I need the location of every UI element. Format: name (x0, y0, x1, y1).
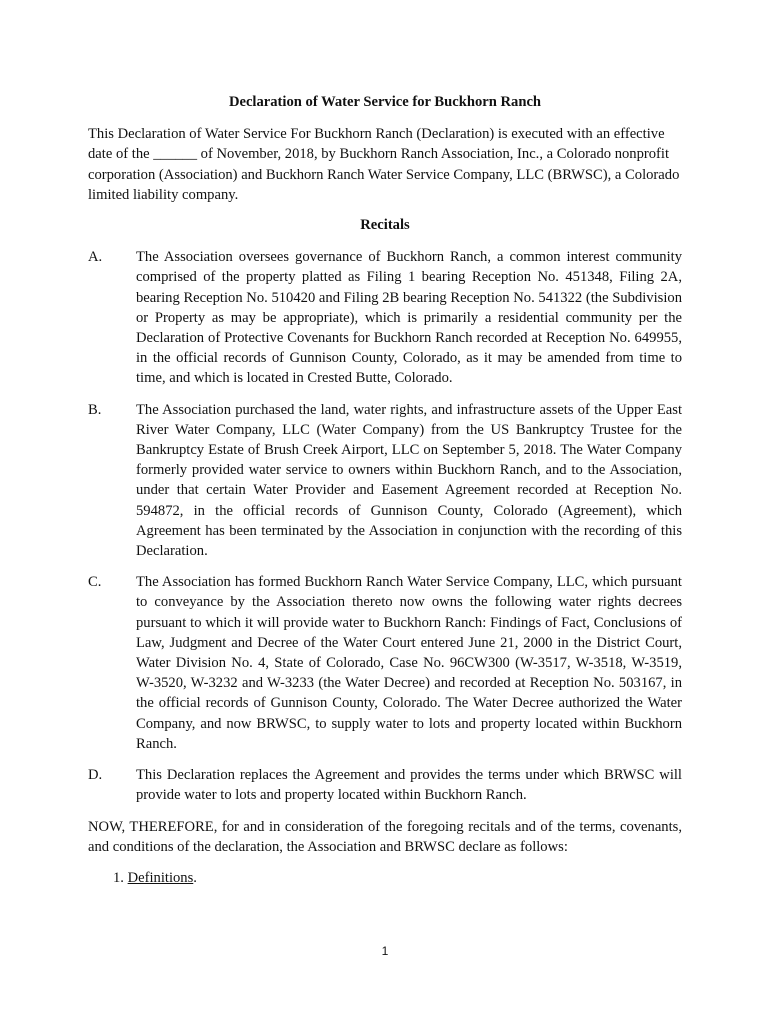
recital-label: C. (88, 574, 102, 591)
recitals-heading: Recitals (360, 217, 410, 234)
page-number: 1 (381, 944, 389, 958)
recital-label: D. (88, 767, 103, 784)
section-title-period: . (193, 869, 197, 886)
recital-label: A. (88, 249, 103, 266)
recital-label: B. (88, 401, 102, 418)
recital-text: The Association purchased the land, water rights, and infrastructure assets of the Upper East River Water Company, LLC (Water Company) from the US Bankruptcy Trustee for the Bankruptcy Estate of Brush Creek Airport, LLC on September 5, 2018. The Water Company formerly provided water service to owners within Buckhorn Ranch, and to the Association, under that certain Water Provider and Easement Agreement recorded at Reception No. 594872, in the official records of Gunnison County, Colorado (Agreement), which Agreement has been terminated by the Association in conjunction with the recording of this Declaration. (136, 401, 682, 560)
recital-text: The Association oversees governance of Buckhorn Ranch, a common interest community comprised of the property platted as Filing 1 bearing Reception No. 451348, Filing 2A, bearing Reception No. 510420 and Filing 2B bearing Reception No. 541322 (the Subdivision or Property as may be appropriate), which is primarily a residential community per the Declaration of Protective Covenants for Buckhorn Ranch recorded at Reception No. 649955, in the official records of Gunnison County, Colorado, as it may be amended from time to time, and which is located in Crested Butte, Colorado. (136, 249, 682, 387)
recital-c (88, 572, 682, 754)
now-therefore-paragraph: NOW, THEREFORE, for and in consideration of the foregoing recitals and of the terms, covenants, and conditions of the declaration, the Association and BRWSC declare as follows: (88, 818, 682, 855)
recital-text: This Declaration replaces the Agreement and provides the terms under which BRWSC will provide water to lots and property located within Buckhorn Ranch. (136, 767, 682, 804)
recital-text: The Association has formed Buckhorn Ranch Water Service Company, LLC, which pursuant to conveyance by the Association thereto now owns the following water rights decrees pursuant to which it will provide water to Buckhorn Ranch: Findings of Fact, Conclusions of Law, Judgment and Decree of the Water Court entered June 21, 2000 in the District Court, Water Division No. 4, State of Colorado, Case No. 96CW300 (W-3517, W-3518, W-3519, W-3520, W-3232 and W-3233 (the Water Decree) and recorded at Reception No. 503167, in the official records of Gunnison County, Colorado. The Water Decree authorized the Water Company, and now BRWSC, to supply water to lots and property located within Buckhorn Ranch. (136, 574, 682, 752)
recital-b (88, 400, 682, 562)
recital-a (88, 247, 682, 388)
section-title: Definitions (127, 869, 194, 886)
intro-paragraph: This Declaration of Water Service For Buckhorn Ranch (Declaration) is executed with an effective date of the ______ of November, 2018, by Buckhorn Ranch Association, Inc., a Colorado nonprofit corporation (Association) and Buckhorn Ranch Water Service Company, LLC (BRWSC), a Colorado limited liability company. (88, 126, 680, 203)
recital-d (88, 765, 682, 805)
section-1-heading (88, 868, 682, 888)
document-title: Declaration of Water Service for Buckhorn Ranch (228, 94, 542, 110)
section-number: 1. (113, 869, 124, 886)
document-page (88, 92, 682, 888)
